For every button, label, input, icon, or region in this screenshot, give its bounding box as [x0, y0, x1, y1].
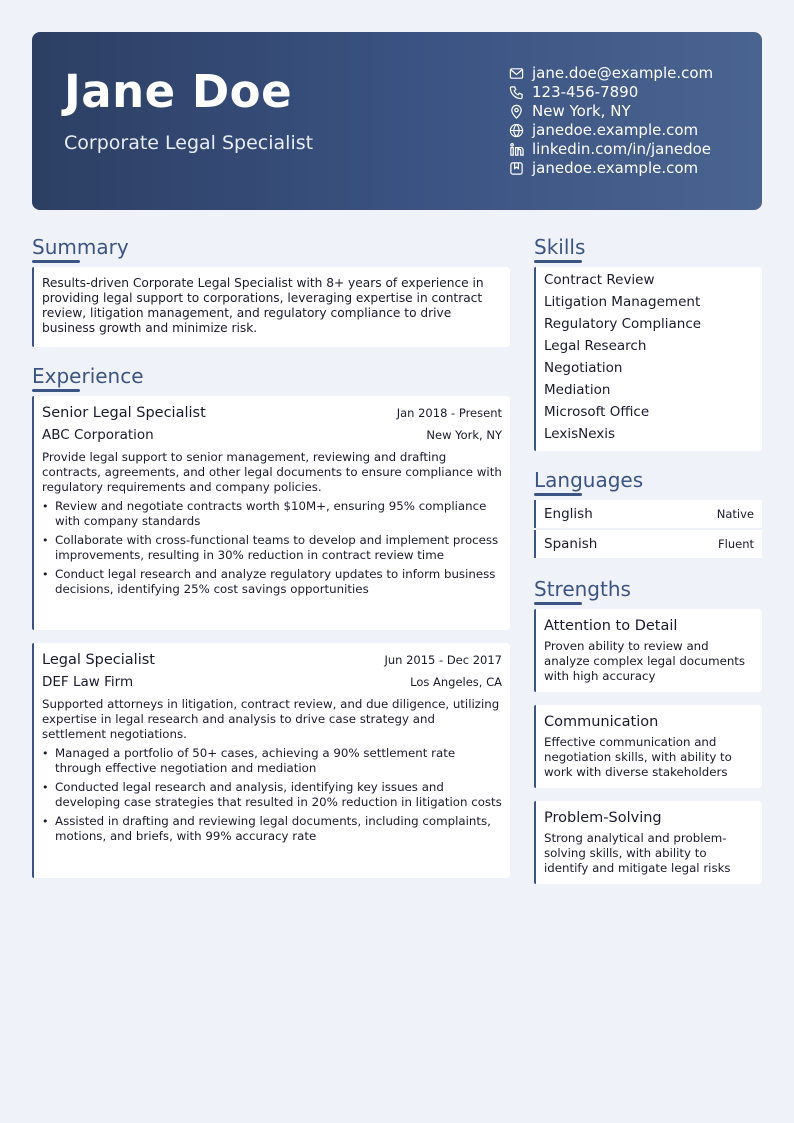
job-bullet: • Conducted legal research and analysis, identifying key issues and developing case strategies that resulted in 20% reduction in litigation costs: [42, 780, 502, 810]
job-card-1: [32, 396, 510, 630]
job-description: Supported attorneys in litigation, contract review, and due diligence, utilizing expertise in legal research and analysis to drive case strategy and settlement negotiations.: [42, 697, 500, 741]
contact-linkedin-text: linkedin.com/in/janedoe: [532, 140, 712, 158]
job-bullet: • Collaborate with cross-functional teams to develop and implement process improvements, resulting in 30% reduction in contract review time: [42, 533, 502, 563]
summary-underline: [32, 260, 80, 263]
phone-icon: [508, 85, 524, 101]
job-header: [42, 652, 502, 668]
language-row: [534, 500, 762, 528]
strength-card: [534, 705, 762, 788]
strengths-underline: [534, 602, 582, 605]
language-level: Native: [716, 507, 754, 521]
job-card-2: [32, 643, 510, 878]
skills-underline: [534, 260, 582, 263]
contact-portfolio-text: janedoe.example.com: [532, 159, 699, 177]
strength-description: Effective communication and negotiation skills, with ability to work with diverse stakeholders: [544, 735, 732, 779]
candidate-title: Corporate Legal Specialist: [64, 132, 314, 154]
skill-item: Negotiation: [544, 360, 623, 376]
job-bullets: [42, 499, 502, 597]
skill-item: Litigation Management: [544, 294, 701, 310]
strength-title: Communication: [544, 714, 659, 730]
globe-icon: [508, 123, 524, 139]
job-date: Jan 2018 - Present: [396, 406, 502, 420]
job-bullet: • Assisted in drafting and reviewing legal documents, including complaints, motions, and briefs, with 99% accuracy rate: [42, 814, 502, 844]
contact-phone[interactable]: [508, 83, 758, 102]
mail-icon: [508, 66, 524, 82]
skill-item: LexisNexis: [544, 426, 616, 442]
language-name: Spanish: [544, 536, 598, 552]
job-bullet: • Managed a portfolio of 50+ cases, achieving a 90% settlement rate through effective negotiation and mediation: [42, 746, 502, 776]
job-date: Jun 2015 - Dec 2017: [384, 653, 502, 667]
skill-item: Contract Review: [544, 272, 655, 288]
strength-card: [534, 609, 762, 692]
skill-item: Mediation: [544, 382, 611, 398]
job-location: Los Angeles, CA: [410, 675, 502, 689]
strength-description: Strong analytical and problem-solving skills, with ability to identify and mitigate legal risks: [544, 831, 731, 875]
resume-header: [32, 32, 762, 210]
contact-email[interactable]: [508, 64, 758, 83]
strength-title: Problem-Solving: [544, 810, 662, 826]
job-subheader: [42, 427, 502, 443]
job-title: Senior Legal Specialist: [42, 405, 206, 421]
job-bullets: [42, 746, 502, 844]
strengths-heading: Strengths: [534, 577, 631, 601]
job-subheader: [42, 674, 502, 690]
contact-location: [508, 102, 758, 121]
skills-heading: Skills: [534, 235, 586, 259]
summary-heading: Summary: [32, 235, 129, 259]
contact-location-text: New York, NY: [532, 102, 631, 120]
skill-item: Regulatory Compliance: [544, 316, 702, 332]
contact-portfolio[interactable]: [508, 159, 758, 178]
skill-item: Legal Research: [544, 338, 647, 354]
candidate-name: Jane Doe: [64, 65, 293, 118]
summary-text: Results-driven Corporate Legal Specialist with 8+ years of experience in providing legal support to corporations, leveraging expertise in contract review, litigation management, and regulatory compliance to drive business growth and minimize risk.: [42, 276, 484, 335]
strength-card: [534, 801, 762, 884]
summary-card: [32, 267, 510, 347]
contact-website-text: janedoe.example.com: [532, 121, 699, 139]
experience-heading: Experience: [32, 364, 144, 388]
map-pin-icon: [508, 104, 524, 120]
contact-email-text: jane.doe@example.com: [532, 64, 714, 82]
skills-card: [534, 267, 762, 451]
language-row: [534, 530, 762, 558]
contact-list: [508, 64, 758, 178]
contact-linkedin[interactable]: [508, 140, 758, 159]
experience-underline: [32, 389, 80, 392]
strength-title: Attention to Detail: [544, 618, 678, 634]
language-level: Fluent: [718, 537, 754, 551]
job-location: New York, NY: [426, 428, 502, 442]
job-bullet: • Review and negotiate contracts worth $10M+, ensuring 95% compliance with company standards: [42, 499, 502, 529]
languages-heading: Languages: [534, 468, 644, 492]
language-name: English: [544, 506, 593, 522]
bookmark-icon: [508, 161, 524, 177]
job-title: Legal Specialist: [42, 652, 155, 668]
linkedin-icon: [508, 142, 524, 158]
job-header: [42, 405, 502, 421]
job-description: Provide legal support to senior management, reviewing and drafting contracts, agreements, and other legal documents to ensure compliance with regulatory requirements and company policies.: [42, 450, 502, 494]
job-company: DEF Law Firm: [42, 674, 134, 690]
job-bullet: • Conduct legal research and analyze regulatory updates to inform business decisions, identifying 25% cost savings opportunities: [42, 567, 502, 597]
languages-underline: [534, 493, 582, 496]
contact-phone-text: 123-456-7890: [532, 83, 639, 101]
job-company: ABC Corporation: [42, 427, 154, 443]
skill-item: Microsoft Office: [544, 404, 650, 420]
contact-website[interactable]: [508, 121, 758, 140]
strength-description: Proven ability to review and analyze complex legal documents with high accuracy: [544, 639, 746, 683]
